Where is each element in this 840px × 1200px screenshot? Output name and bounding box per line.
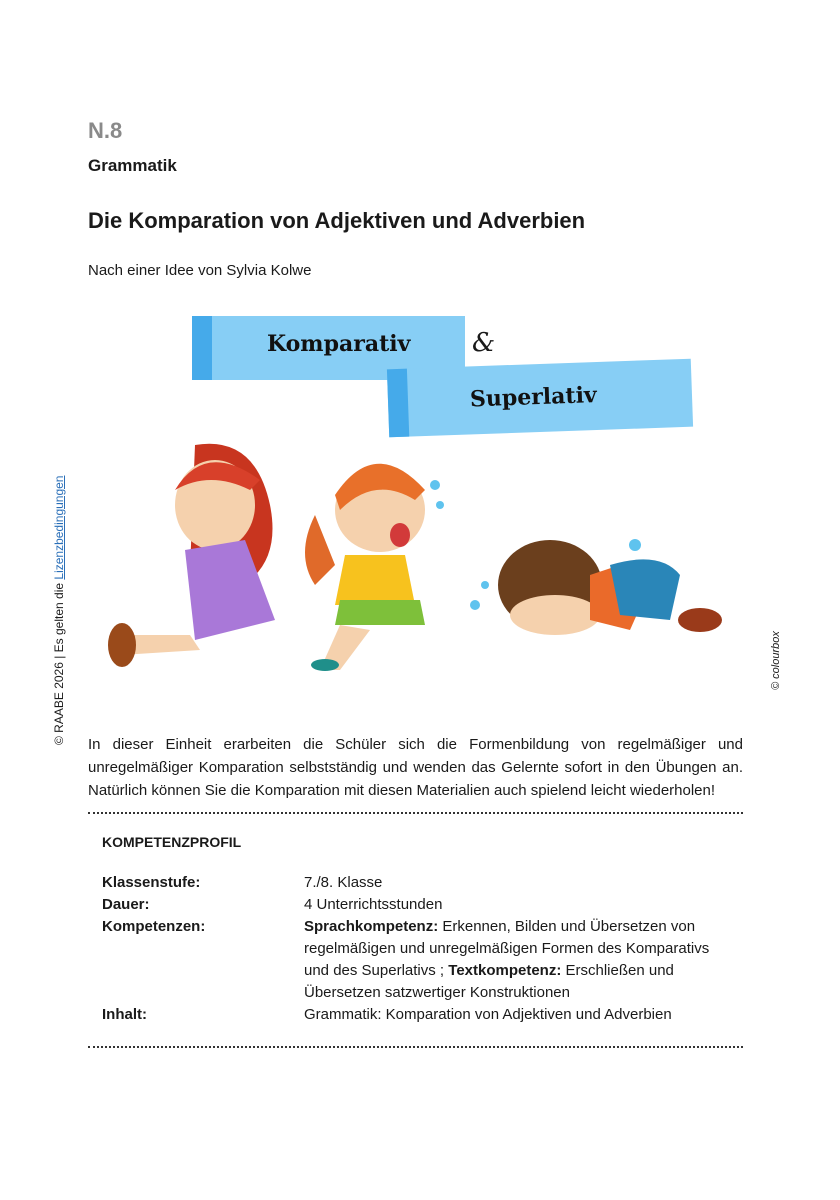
copyright-text: © RAABE 2026 | Es gelten die	[52, 579, 66, 745]
row-value-dauer: 4 Unterrichtsstunden	[304, 896, 443, 913]
profile-table	[102, 872, 743, 1026]
unit-number: N.8	[88, 118, 123, 143]
category: Grammatik	[88, 156, 177, 175]
page-title: Die Komparation von Adjektiven und Adverbien	[88, 208, 586, 233]
copyright-notice	[52, 476, 66, 745]
competence-text: Erkennen, Bilden und Übersetzen von regelmäßigen und unregelmäßigen Formen des Komparativs und des Superlativs ;	[304, 918, 710, 979]
row-value-inhalt: Grammatik: Komparation von Adjektiven und Adverbien	[304, 1006, 672, 1023]
image-credit: © colourbox	[770, 631, 782, 690]
crying-girl-figure	[305, 464, 444, 671]
divider-bottom	[88, 1046, 743, 1048]
license-link[interactable]: Lizenzbedingungen	[52, 475, 66, 580]
row-key-inhalt: Inhalt:	[102, 1006, 147, 1023]
competence-label: Sprachkompetenz:	[304, 918, 439, 935]
lower-section	[88, 733, 743, 1048]
intro-paragraph: In dieser Einheit erarbeiten die Schüler sich die Formenbildung von regelmäßiger und unregelmäßiger Komparation selbstständig und wenden das Gelernte sofort in den Übungen an. Natürlich können Sie die Komparation mit diesen Materialien auch spielend leicht wiederholen!	[88, 736, 743, 799]
row-key-dauer: Dauer:	[102, 896, 150, 913]
ampersand: &	[472, 328, 496, 358]
profile-heading: KOMPETENZPROFIL	[102, 834, 242, 850]
row-value-kompetenzen	[304, 916, 729, 1004]
tape-superlativ	[387, 359, 693, 438]
children-illustration	[100, 435, 740, 685]
competence-label: Textkompetenz:	[448, 962, 562, 979]
tape-superlativ-label: Superlativ	[469, 382, 598, 413]
crying-boy-figure	[470, 539, 722, 635]
row-key-kompetenzen: Kompetenzen:	[102, 918, 206, 935]
author-line: Nach einer Idee von Sylvia Kolwe	[88, 262, 312, 279]
row-value-klassenstufe: 7./8. Klasse	[304, 874, 383, 891]
sitting-girl-figure	[108, 444, 275, 667]
competence-text: Erschließen und Übersetzen satzwertiger Konstruktionen	[304, 962, 674, 1001]
divider-top	[88, 812, 743, 814]
tape-komparativ-label: Komparativ	[267, 331, 411, 357]
row-key-klassenstufe: Klassenstufe:	[102, 874, 201, 891]
